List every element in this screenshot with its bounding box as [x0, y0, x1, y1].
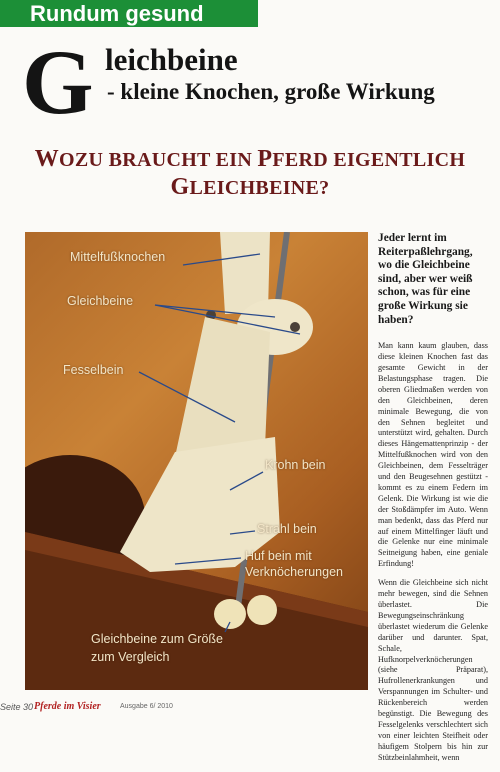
subtitle-cap: P	[257, 146, 273, 172]
bone-specimen-photo	[25, 232, 368, 690]
subtitle-line-2	[0, 174, 500, 201]
title-initial: G	[22, 31, 94, 133]
article-paragraph: Man kann kaum glauben, dass diese kleinen Knochen fast das gesamte Gewicht in der Belastungsphase tragen. Die oberen Gliedmaßen werden von den Gleichbeinen, deren minimale Bewegung, die von den Sehnen begleitet und unterstützt wird, gehalten. Durch dieses Hängemattenprinzip - der Mittelfußknochen wird von den Gleichbeinen, dem Fesselträger und den Beugesehnen gestützt - kommt es zu einem Federn im Gelenk. Die Wirkung ist wie die der Stoßdämpfer im Auto. Wenn man bedenkt, dass das Pferd nur auf einem Mittelfinger läuft und die Gelenke nur eine minimale Seitneigung haben, eine geniale Erfindung!	[378, 341, 488, 569]
section-banner: Rundum gesund	[0, 0, 258, 27]
subtitle-text: LEICHBEINE?	[189, 177, 330, 199]
article-intro: Jeder lernt im Reiterpaßlehrgang, wo die Gleichbeine sind, aber wer weiß schon, was für eine große Wirkung sie haben?	[378, 232, 473, 326]
subtitle-text: OZU BRAUCHT EIN	[59, 149, 258, 171]
subtitle-line-1	[0, 146, 500, 173]
page-number: Seite 30	[0, 702, 34, 712]
page-title: leichbeine	[105, 42, 238, 77]
loose-sesamoid	[247, 595, 277, 625]
pastern-bone	[175, 317, 270, 457]
screw-icon	[290, 322, 300, 332]
subtitle-text: FERD EIGENTLICH	[272, 149, 466, 171]
label-kronbein: Krohn bein	[265, 458, 326, 472]
subtitle-cap: G	[170, 174, 190, 200]
subtitle-cap: W	[34, 146, 60, 172]
label-vergleich: zum Vergleich	[91, 650, 170, 664]
label-hufbein: Huf bein mit	[245, 549, 312, 563]
label-strahlbein: Strahl bein	[257, 522, 317, 536]
label-gleichbeine: Gleichbeine	[67, 294, 134, 308]
loose-sesamoid	[214, 599, 246, 629]
label-mittelfussknochen: Mittelfußknochen	[70, 250, 166, 264]
label-fesselbein: Fesselbein	[63, 363, 124, 377]
magazine-logo: Pferde im Visier	[34, 701, 101, 712]
page-title-tagline: - kleine Knochen, große Wirkung	[107, 79, 435, 104]
label-gleichbeine-einzeln: Gleichbeine zum Größe	[91, 632, 224, 646]
label-verknoecherungen: Verknöcherungen	[245, 565, 343, 579]
issue-label: Ausgabe 6/ 2010	[120, 703, 173, 710]
article-paragraph: Wenn die Gleichbeine sich nicht mehr bewegen, sind die Sehnen überlastet. Die Bewegungseinschränkung überlastet wiederum die Gelenke darüber und darunter. Spat, Schale, Hufknorpelverknöcherungen (siehe Präparat), Hufrollenerkrankungen und Verspannungen im Schulter- und Rückenbereich werden begünstigt. Die Bewegung des Fesselgelenks verschlechtert sich von einer leichten Steifheit oder häufigem Stolpern bis hin zur Stützbeinlahmheit, wenn	[378, 578, 488, 762]
article-column	[378, 232, 488, 772]
